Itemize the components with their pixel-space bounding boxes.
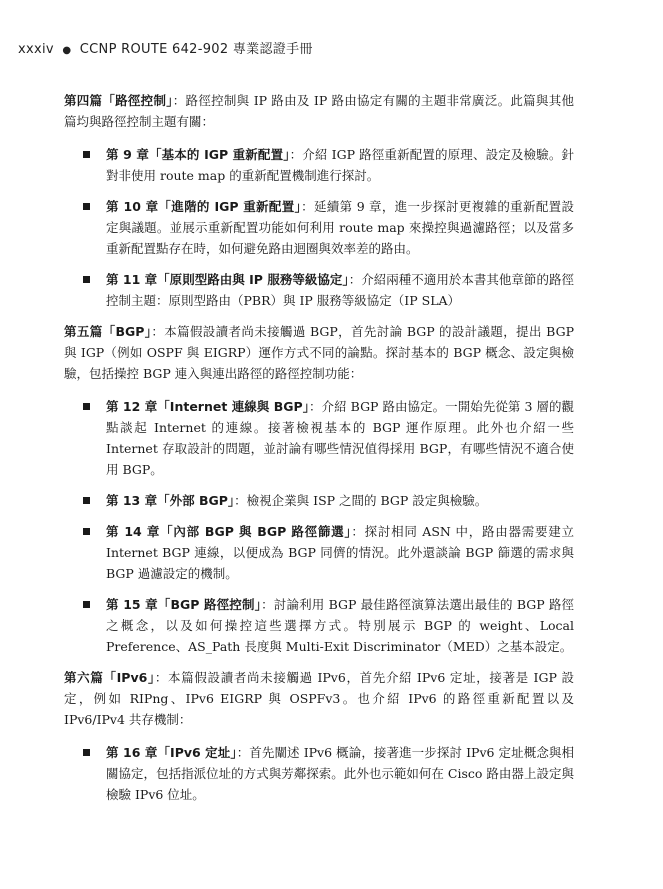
chapter-text: ：介紹 BGP 路由協定。一開始先從第 3 層的觀點談起 Internet 的連線。接著檢視基本的 BGP 運作原理。此外也介紹一些 Internet 存取設計的問題，並討論有哪些情況值得採用 BGP，有哪些情況不適合使用 BGP。 [106,399,574,477]
chapter-text: ：首先闡述 IPv6 概論，接著進一步探討 IPv6 定址概念與相關協定，包括指派位址的方式與芳鄰探索。此外也示範如何在 Cisco 路由器上設定與檢驗 IPv6 位址。 [106,745,575,802]
chapter-text: ：檢視企業與 ISP 之間的 BGP 設定與檢驗。 [234,493,488,508]
list-item [64,521,574,584]
part-5-heading: 第五篇「BGP」 [64,324,152,339]
chapter-title: 第 9 章「基本的 IGP 重新配置」 [106,147,290,162]
page-body [64,90,574,815]
chapter-text: ：延續第 9 章，進一步探討更複雜的重新配置設定與議題。並展示重新配置功能如何利用 route map 來操控與過濾路徑；以及當多重新配置點存在時，如何避免路由迴圈與效率差的路由。 [106,199,574,256]
list-item [64,490,574,511]
bullet-icon [83,528,90,535]
list-item [64,594,574,657]
bullet-icon [83,403,90,410]
chapter-title: 第 15 章「BGP 路徑控制」 [106,597,262,612]
header-separator-icon: ● [62,45,72,56]
part-4-chapter-list [64,144,574,311]
chapter-text: ：介紹 IGP 路徑重新配置的原理、設定及檢驗。針對非使用 route map 的重新配置機制進行探討。 [106,147,574,183]
chapter-title: 第 13 章「外部 BGP」 [106,493,235,508]
chapter-title: 第 12 章「Internet 連線與 BGP」 [106,399,310,414]
part-4-text: ：路徑控制與 IP 路由及 IP 路由協定有關的主題非常廣泛。此篇與其他篇均與路徑控制主題有關： [64,93,574,129]
chapter-title: 第 16 章「IPv6 定址」 [106,745,237,760]
chapter-title: 第 14 章「內部 BGP 與 BGP 路徑篩選」 [106,524,352,539]
part-6-text: ：本篇假設讀者尚未接觸過 IPv6，首先介紹 IPv6 定址，接著是 IGP 設定，例如 RIPng、IPv6 EIGRP 與 OSPFv3。也介紹 IPv6 的路徑重新配置以及 IPv6/IPv4 共存機制： [64,670,574,727]
list-item [64,742,574,805]
chapter-title: 第 10 章「進階的 IGP 重新配置」 [106,199,302,214]
part-5-text: ：本篇假設讀者尚未接觸過 BGP，首先討論 BGP 的設計議題，提出 BGP 與 IGP（例如 OSPF 與 EIGRP）運作方式不同的論點。探討基本的 BGP 概念、設定與檢驗，包括操控 BGP 連入與連出路徑的路徑控制功能： [64,324,574,381]
bullet-icon [83,497,90,504]
list-item [64,396,574,480]
bullet-icon [83,151,90,158]
part-4-heading: 第四篇「路徑控制」 [64,93,173,108]
book-title: CCNP ROUTE 642-902 專業認證手冊 [79,42,313,57]
part-5-paragraph [64,321,574,384]
bullet-icon [83,749,90,756]
chapter-text: ：介紹兩種不適用於本書其他章節的路徑控制主題：原則型路由（PBR）與 IP 服務等級協定（IP SLA） [106,272,574,308]
page-number: xxxiv [18,42,54,57]
bullet-icon [83,203,90,210]
list-item [64,144,574,186]
part-6-heading: 第六篇「IPv6」 [64,670,155,685]
chapter-text: ：探討相同 ASN 中，路由器需要建立 Internet BGP 連線，以便成為 BGP 同儕的情況。此外還談論 BGP 篩選的需求與 BGP 過濾設定的機制。 [106,524,575,581]
bullet-icon [83,601,90,608]
page-header [18,38,313,57]
list-item [64,196,574,259]
chapter-text: ：討論利用 BGP 最佳路徑演算法選出最佳的 BGP 路徑之概念，以及如何操控這些選擇方式。特別展示 BGP 的 weight、Local Preference、AS_Path 長度與 Multi-Exit Discriminator（MED）之基本設定。 [106,597,574,654]
part-6-chapter-list [64,742,574,805]
part-4-paragraph [64,90,574,132]
list-item [64,269,574,311]
chapter-title: 第 11 章「原則型路由與 IP 服務等級協定」 [106,272,349,287]
part-5-chapter-list [64,396,574,657]
bullet-icon [83,276,90,283]
part-6-paragraph [64,667,574,730]
